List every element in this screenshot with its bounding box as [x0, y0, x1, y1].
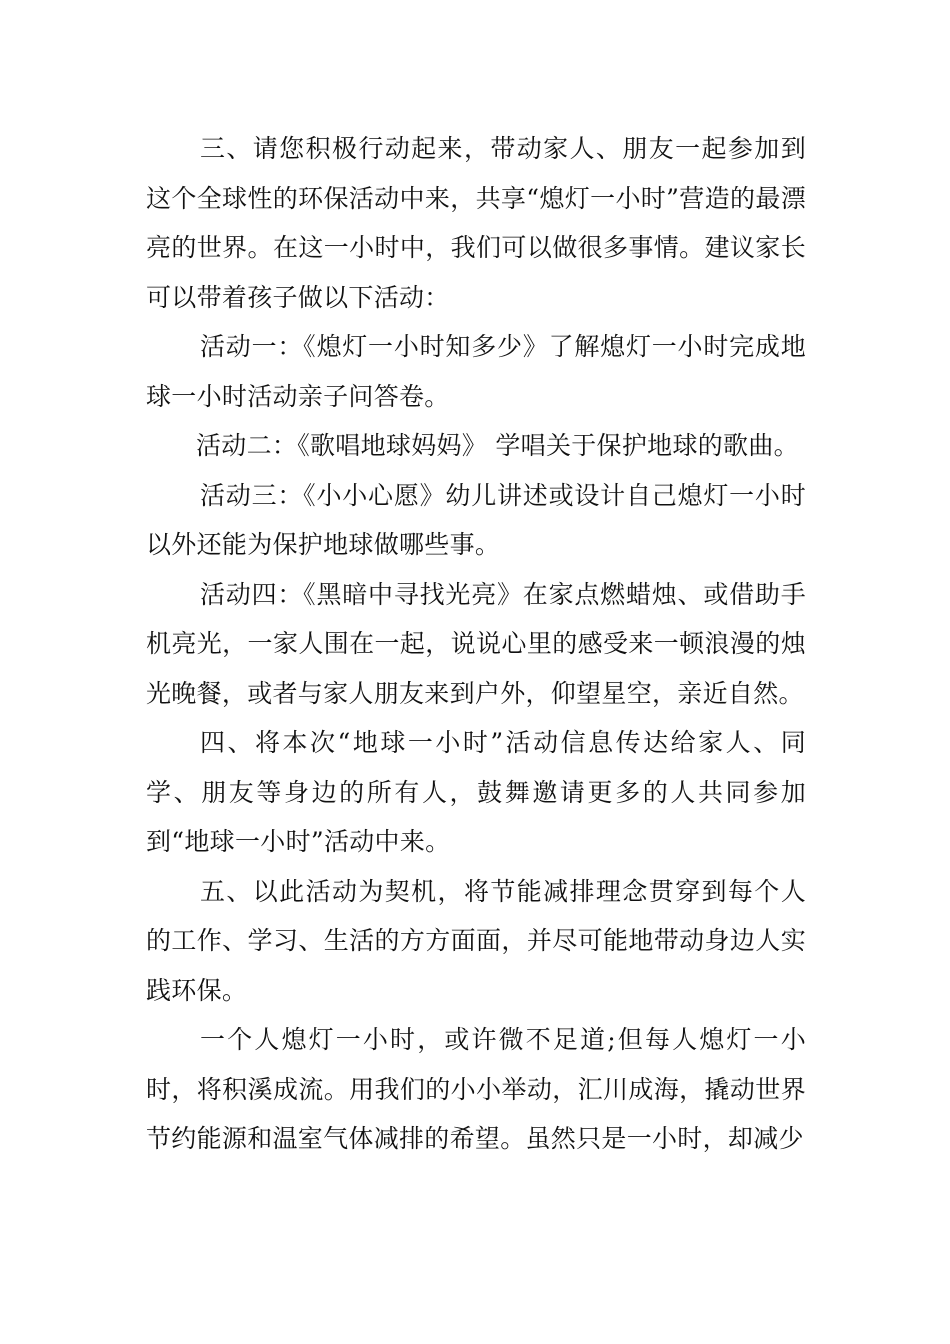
- paragraph-activity-three: 活动三：《小小心愿》幼儿讲述或设计自己熄灯一小时以外还能为保护地球做哪些事。: [146, 480, 806, 559]
- paragraph-activity-two: 活动二：《歌唱地球妈妈》 学唱关于保护地球的歌曲。: [196, 431, 799, 460]
- document-body: [146, 124, 806, 1164]
- paragraph-activity-one: 活动一：《熄灯一小时知多少》了解熄灯一小时完成地球一小时活动亲子问答卷。: [146, 332, 806, 411]
- paragraph-activity-four: 活动四：《黑暗中寻找光亮》在家点燃蜡烛、或借助手机亮光，一家人围在一起，说说心里的感受来一顿浪漫的烛光晚餐，或者与家人朋友来到户外，仰望星空，亲近自然。: [146, 579, 806, 708]
- paragraph-section-five: 五、以此活动为契机，将节能减排理念贯穿到每个人的工作、学习、生活的方方面面，并尽可能地带动身边人实践环保。: [146, 876, 806, 1005]
- paragraph-closing: 一个人熄灯一小时，或许微不足道;但每人熄灯一小时，将积溪成流。用我们的小小举动，汇川成海，撬动世界节约能源和温室气体减排的希望。虽然只是一小时，却减少: [146, 1025, 806, 1153]
- paragraph-section-four: 四、将本次“地球一小时”活动信息传达给家人、同学、朋友等身边的所有人，鼓舞邀请更多的人共同参加到“地球一小时”活动中来。: [146, 728, 806, 856]
- paragraph-section-three: 三、请您积极行动起来，带动家人、朋友一起参加到这个全球性的环保活动中来，共享“熄灯一小时”营造的最漂亮的世界。在这一小时中，我们可以做很多事情。建议家长可以带着孩子做以下活动：: [146, 134, 806, 312]
